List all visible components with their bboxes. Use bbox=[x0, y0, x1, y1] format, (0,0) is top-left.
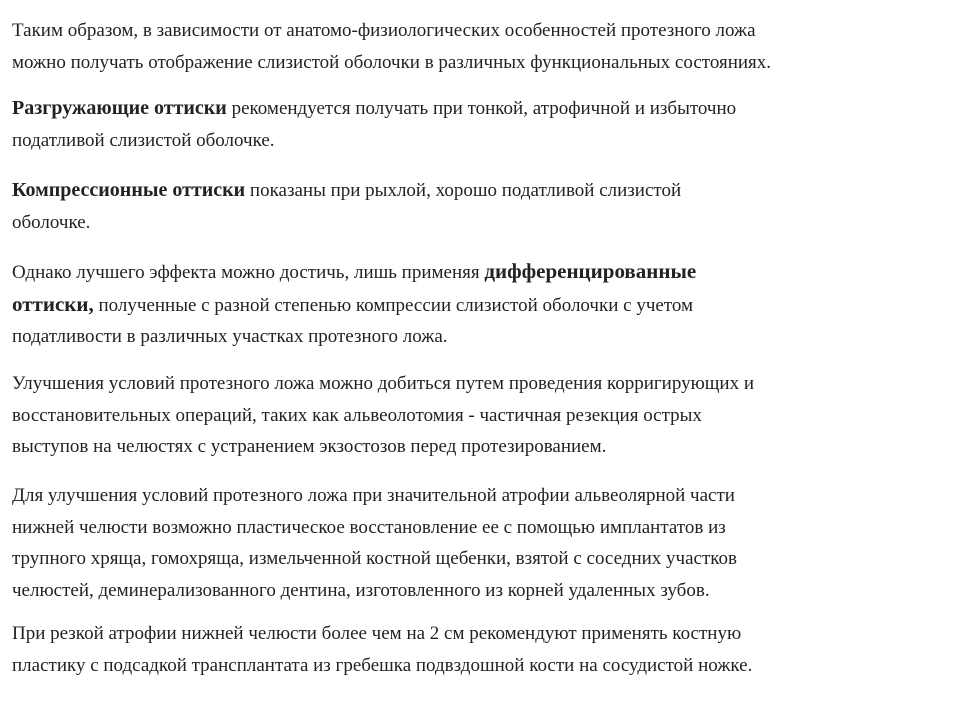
paragraph-line: выступов на челюстях с устранением экзостозов перед протезированием. bbox=[12, 436, 607, 457]
paragraph-compression-impressions bbox=[12, 175, 681, 238]
paragraph-line: оболочке. bbox=[12, 211, 91, 233]
paragraph-line: При резкой атрофии нижней челюсти более чем на 2 см рекомендуют применять костную bbox=[12, 623, 742, 644]
term-differentiated: дифференцированные bbox=[484, 259, 697, 283]
paragraph-line bbox=[12, 289, 696, 322]
paragraph-impression-states bbox=[12, 15, 771, 78]
paragraph-line: Улучшения условий протезного ложа можно добиться путем проведения корригирующих и bbox=[12, 373, 755, 394]
paragraph-line: Для улучшения условий протезного ложа при значительной атрофии альвеолярной части bbox=[12, 485, 735, 506]
term-impressions: оттиски, bbox=[12, 291, 94, 316]
term-unloading-impressions: Разгружающие оттиски bbox=[12, 97, 227, 119]
paragraph-line: податливости в различных участках протезного ложа. bbox=[12, 326, 448, 347]
paragraph-line: можно получать отображение слизистой оболочки в различных функциональных состояниях. bbox=[12, 51, 772, 73]
paragraph-line bbox=[12, 175, 681, 207]
paragraph-unloading-impressions bbox=[12, 93, 736, 156]
term-compression-impressions: Компрессионные оттиски bbox=[12, 179, 246, 201]
paragraph-text: полученные с разной степенью компрессии слизистой оболочки с учетом bbox=[93, 294, 694, 316]
paragraph-text: рекомендуется получать при тонкой, атрофичной и избыточно bbox=[226, 98, 737, 119]
paragraph-line: восстановительных операций, таких как альвеолотомия - частичная резекция острых bbox=[12, 404, 702, 426]
paragraph-line bbox=[12, 256, 696, 289]
paragraph-line: челюстей, деминерализованного дентина, изготовленного из корней удаленных зубов. bbox=[12, 579, 710, 601]
paragraph-bone-grafting bbox=[12, 618, 752, 681]
slide-content bbox=[12, 0, 942, 720]
paragraph-line bbox=[12, 93, 736, 125]
paragraph-line: нижней челюсти возможно пластическое восстановление ее с помощью имплантатов из bbox=[12, 516, 726, 538]
paragraph-corrective-operations bbox=[12, 368, 754, 463]
paragraph-line: пластику с подсадкой трансплантата из гребешка подвздошной кости на сосудистой ножке. bbox=[12, 654, 753, 676]
paragraph-differentiated-impressions bbox=[12, 256, 696, 353]
paragraph-line: податливой слизистой оболочке. bbox=[12, 129, 275, 151]
paragraph-text: показаны при рыхлой, хорошо податливой слизистой bbox=[245, 180, 682, 201]
paragraph-text: Однако лучшего эффекта можно достичь, лишь применяя bbox=[12, 262, 485, 283]
paragraph-plastic-restoration bbox=[12, 480, 737, 606]
paragraph-line: трупного хряща, гомохряща, измельченной костной щебенки, взятой с соседних участков bbox=[12, 548, 737, 569]
paragraph-line: Таким образом, в зависимости от анатомо-физиологических особенностей протезного ложа bbox=[12, 20, 756, 41]
